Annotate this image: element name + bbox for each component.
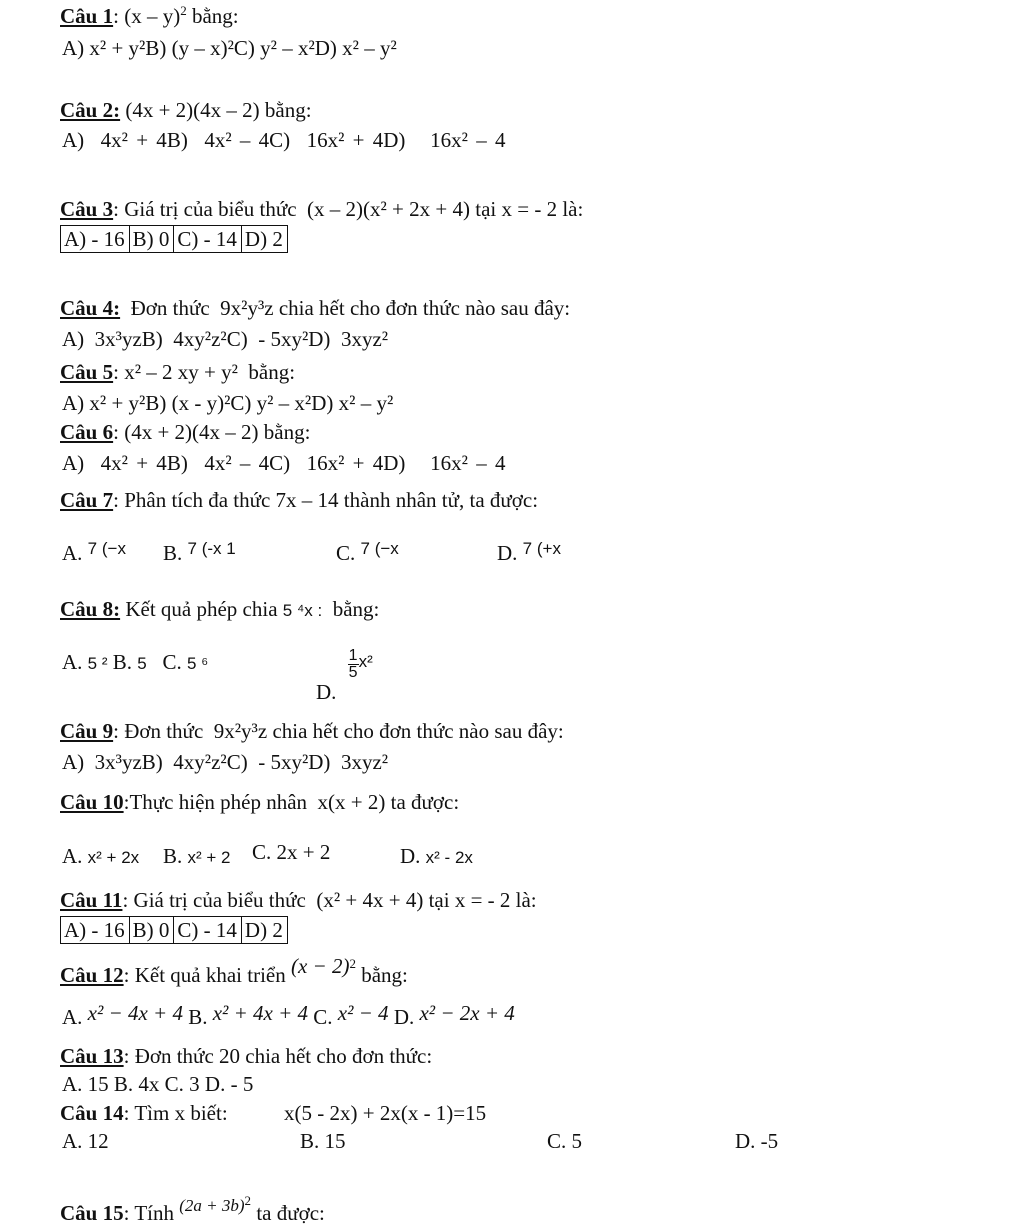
- option-c: C. 2x + 2: [252, 840, 331, 864]
- question-7: Câu 7: Phân tích đa thức 7x – 14 thành nhân tử, ta được:: [60, 488, 539, 512]
- option-a: A. x² + 2x: [62, 844, 140, 868]
- option-b: B. $^{7 (-x 1}$: [163, 539, 236, 565]
- question-4: Câu 4: Đơn thức 9x²y³z chia hết cho đơn thức nào sau đây:: [60, 296, 571, 320]
- expression: (x – 2)(x² + 2x + 4): [307, 197, 470, 221]
- option-d: D. -5: [735, 1129, 779, 1153]
- option-d: D) 2: [241, 917, 287, 944]
- question-13: Câu 13: Đơn thức 20 chia hết cho đơn thức:: [60, 1044, 433, 1068]
- answer-row-6: A) 4x² + 4B) 4x² – 4C) 16x² + 4D) 16x² – 4: [62, 451, 506, 475]
- question-15: Câu 15: Tính $^{(2a + 3b)2}$ ta được:: [60, 1193, 325, 1225]
- option-a: A) - 16: [61, 917, 130, 944]
- answer-row-2: A) 4x² + 4B) 4x² – 4C) 16x² + 4D) 16x² – 4: [62, 128, 506, 152]
- question-3: Câu 3: Giá trị của biểu thức (x – 2)(x² + 2x + 4) tại x = - 2 là:: [60, 197, 584, 221]
- expression: (x² + 4x + 4): [316, 888, 424, 912]
- expression: 5 ⁴x :: [282, 601, 323, 620]
- answer-row-5: A) x² + y²B) (x - y)²C) y² – x²D) x² – y²: [62, 391, 394, 415]
- monomial: 9x²y³z: [213, 719, 268, 743]
- question-6: Câu 6: (4x + 2)(4x – 2) bằng:: [60, 420, 311, 444]
- expression: (x – y): [124, 4, 181, 28]
- option-b: B) 0: [129, 226, 174, 253]
- question-14: Câu 14: Tìm x biết:: [60, 1101, 228, 1125]
- option-c: C. 5: [547, 1129, 583, 1153]
- question-5: Câu 5: x² – 2 xy + y² bằng:: [60, 360, 296, 384]
- option-d: D. $\frac{1}{5}$ x²: [316, 647, 373, 705]
- question-label: Câu 1: [60, 4, 114, 28]
- option-b: B) 0: [129, 917, 174, 944]
- answer-row-12: A. x² − 4x + 4 B. x² + 4x + 4 C. x² − 4 D. x² − 2x + 4: [62, 1001, 515, 1029]
- question-10: Câu 10:Thực hiện phép nhân x(x + 2) ta được:: [60, 790, 460, 814]
- option-d: D. $^{7 (+x}$: [497, 539, 561, 565]
- question-tail: bằng:: [191, 4, 239, 28]
- monomial: 9x²y³z: [220, 296, 274, 320]
- expression: x² – 2 xy + y²: [124, 360, 238, 384]
- answer-row-13: A. 15 B. 4x C. 3 D. - 5: [62, 1072, 254, 1096]
- option-c: C) - 14: [174, 917, 242, 944]
- option-a: A) - 16: [61, 226, 130, 253]
- answer-row-8: A. 5 ² B. 5 C. 5 ⁶: [62, 650, 209, 674]
- question-9: Câu 9: Đơn thức 9x²y³z chia hết cho đơn thức nào sau đây:: [60, 719, 564, 743]
- answer-box-3: [60, 225, 288, 253]
- option-d: D) 2: [241, 226, 287, 253]
- question-1: Câu 1: (x – y)$^2$ bằng:: [60, 3, 239, 28]
- answer-box-11: [60, 916, 288, 944]
- question-8: Câu 8: Kết quả phép chia 5 ⁴x : bằng:: [60, 597, 380, 621]
- expression: x(5 - 2x) + 2x(x - 1)=15: [284, 1101, 487, 1125]
- option-c: C. $^{7 (-x}$: [336, 539, 399, 565]
- question-11: Câu 11: Giá trị của biểu thức (x² + 4x + 4) tại x = - 2 là:: [60, 888, 537, 912]
- option-c: C) - 14: [174, 226, 242, 253]
- expression: (4x + 2)(4x – 2): [125, 98, 260, 122]
- question-label: Câu 2:: [60, 98, 121, 122]
- expression: (2a + 3b): [179, 1196, 245, 1215]
- answer-row-4: A) 3x³yzB) 4xy²z²C) - 5xy²D) 3xyz²: [62, 327, 389, 351]
- expression: (x − 2): [290, 954, 350, 978]
- answer-row-9: A) 3x³yzB) 4xy²z²C) - 5xy²D) 3xyz²: [62, 750, 389, 774]
- option-a: A. 12: [62, 1129, 109, 1153]
- option-b: B. 15: [300, 1129, 346, 1153]
- option-a: A. $^{7 (-x}$: [62, 539, 126, 565]
- question-2: Câu 2: (4x + 2)(4x – 2) bằng:: [60, 98, 312, 122]
- question-12: Câu 12: Kết quả khai triển $(x - 2)^2$ bằng:: [60, 954, 408, 987]
- option-d: D. x² - 2x: [400, 844, 473, 868]
- fraction: $\frac{1}{5}$: [348, 647, 358, 681]
- answer-row-1: A) x² + y²B) (y – x)²C) y² – x²D) x² – y²: [62, 36, 397, 60]
- expression: (4x + 2)(4x – 2): [124, 420, 259, 444]
- expression: x(x + 2): [317, 790, 386, 814]
- option-b: B. x² + 2: [163, 844, 231, 868]
